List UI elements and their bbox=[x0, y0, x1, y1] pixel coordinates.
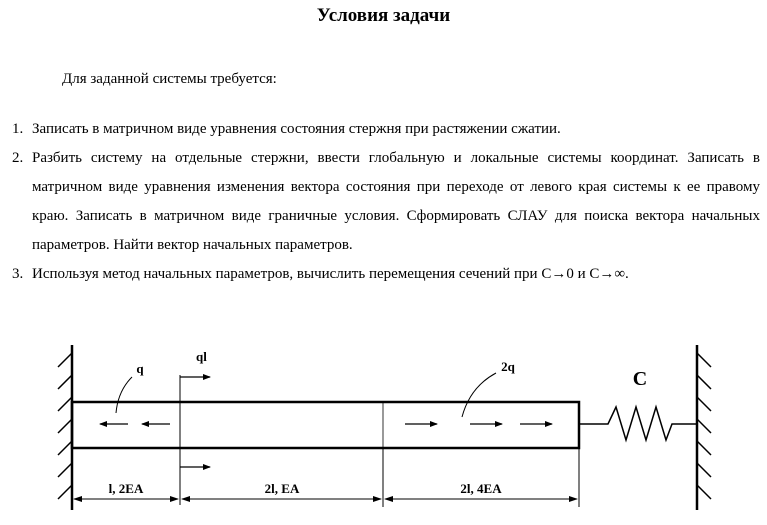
task-item-3 bbox=[0, 260, 760, 289]
left-wall bbox=[58, 345, 72, 510]
rod bbox=[72, 402, 579, 448]
spring-label: C bbox=[632, 368, 648, 390]
load-2q bbox=[405, 359, 552, 424]
force-ql-label: ql bbox=[196, 349, 207, 364]
load-2q-label: 2q bbox=[501, 359, 515, 374]
segment-3-label: 2l, 4EA bbox=[460, 481, 502, 496]
task-item-1 bbox=[0, 115, 760, 144]
rod-scheme bbox=[0, 335, 767, 525]
task-text: Используя метод начальных параметров, вычислить перемещения сечений при C→0 и C→∞. bbox=[32, 266, 629, 282]
intro-text: Для заданной системы требуется: bbox=[62, 71, 277, 87]
spring bbox=[579, 368, 697, 440]
load-q-label: q bbox=[136, 361, 144, 376]
force-ql bbox=[180, 349, 210, 505]
segment-2-label: 2l, EA bbox=[264, 481, 300, 496]
task-number: 2. bbox=[12, 150, 24, 166]
task-number: 1. bbox=[12, 121, 24, 137]
task-text: Разбить систему на отдельные стержни, ввести глобальную и локальные системы координат. Записать в матричном виде уравнения изменения вектора состояния при переходе от левого края системы к ее правому краю. Записать в матричном виде граничные условия. Сформировать СЛАУ для поиска вектора начальных параметров. Найти вектор начальных параметров. bbox=[32, 150, 760, 253]
right-wall bbox=[697, 345, 711, 510]
task-number: 3. bbox=[12, 266, 24, 282]
task-item-2 bbox=[0, 144, 760, 260]
segment-1-label: l, 2EA bbox=[108, 481, 144, 496]
dimension-lines bbox=[74, 448, 579, 507]
task-list bbox=[0, 115, 760, 289]
page-title: Условия задачи bbox=[316, 5, 451, 26]
task-text: Записать в матричном виде уравнения состояния стержня при растяжении сжатии. bbox=[32, 121, 561, 137]
load-q bbox=[100, 361, 170, 424]
